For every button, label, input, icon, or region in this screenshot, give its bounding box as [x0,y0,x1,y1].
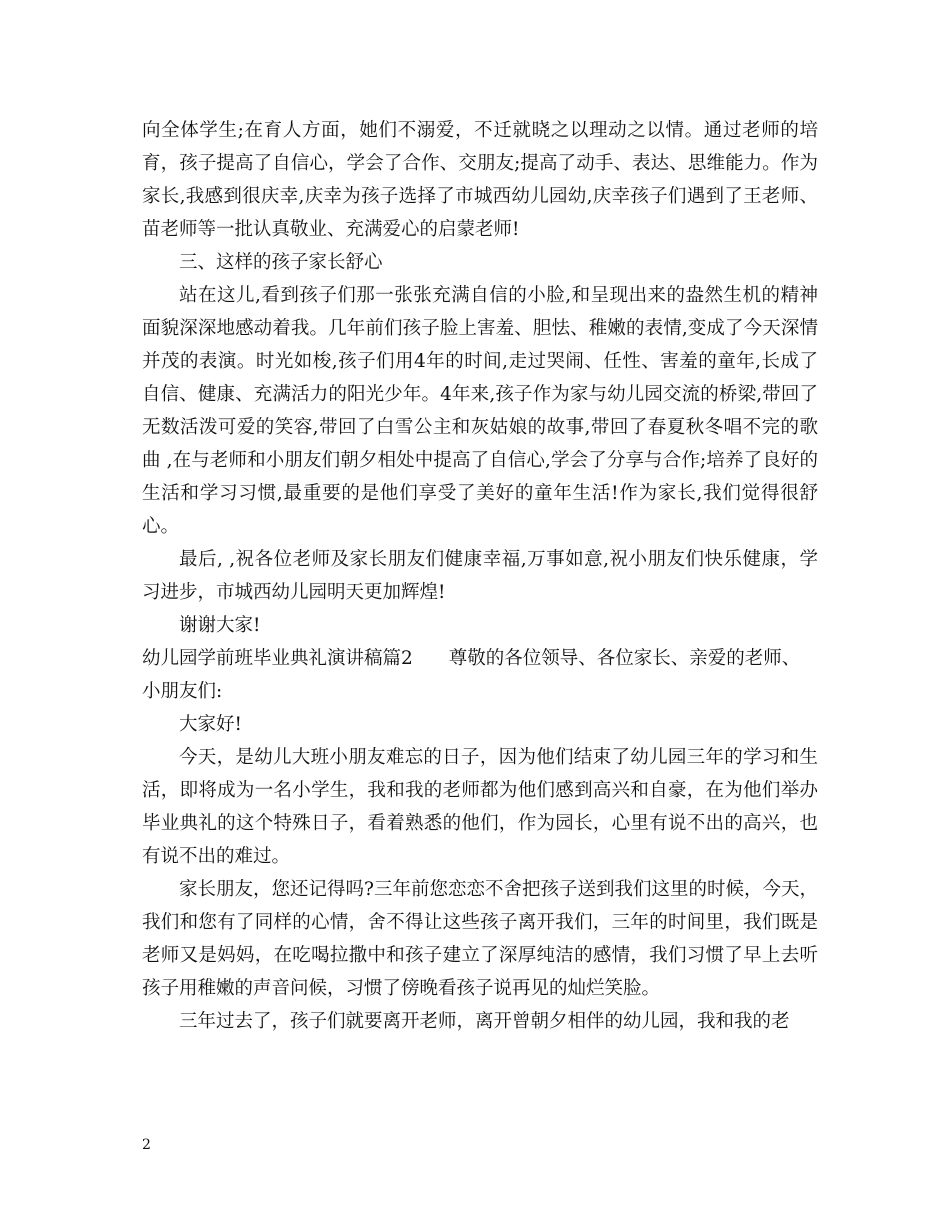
paragraph-three-years: 三年过去了，孩子们就要离开老师，离开曾朝夕相伴的幼儿园，我和我的老 [179,1011,790,1032]
page-number: 2 [142,1137,151,1153]
paragraph-hello: 大家好! [179,714,242,735]
greeting-start: 尊敬的各位领导、各位家长、亲爱的老师、 [448,648,801,669]
paragraph-thanks: 谢谢大家! [179,615,261,636]
paragraph-3: 站在这儿,看到孩子们那一张张充满自信的小脸,和呈现出来的盎然生机的精神面貌深深地感动着我。几年前们孩子脸上害羞、胆怯、稚嫩的表情,变成了今天深情并茂的表演。时光如梭,孩子们用4年的时间,走过哭闹、任性、害羞的童年,长成了自信、健康、充满活力的阳光少年。4年来,孩子作为家与幼儿园交流的桥梁,带回了无数活泼可爱的笑容,带回了白雪公主和灰姑娘的故事,带回了春夏秋冬唱不完的歌曲 ,在与老师和小朋友们朝夕相处中提高了自信心,学会了分享与合作;培养了良好的生活和学习习惯,最重要的是他们享受了美好的童年生活!作为家长,我们觉得很舒心。 [142,285,818,537]
document-body [142,114,818,1038]
speech-title-line [142,642,818,675]
greeting-end: 小朋友们: [142,681,223,702]
paragraph-closing: 最后, ,祝各位老师及家长朋友们健康幸福,万事如意,祝小朋友们快乐健康，学习进步，市城西幼儿园明天更加辉煌! [142,549,818,603]
paragraph-parents: 家长朋友，您还记得吗?三年前您恋恋不舍把孩子送到我们这里的时候，今天，我们和您有了同样的心情，舍不得让这些孩子离开我们，三年的时间里，我们既是老师又是妈妈，在吃喝拉撒中和孩子建立了深厚纯洁的感情，我们习惯了早上去听孩子用稚嫩的声音问候，习惯了傍晚看孩子说再见的灿烂笑脸。 [142,879,818,999]
paragraph-1: 向全体学生;在育人方面，她们不溺爱，不迁就晓之以理动之以情。通过老师的培育，孩子提高了自信心，学会了合作、交朋友;提高了动手、表达、思维能力。作为家长,我感到很庆幸,庆幸为孩子选择了市城西幼儿园幼,庆幸孩子们遇到了王老师、苗老师等一批认真敬业、充满爱心的启蒙老师! [142,120,818,240]
speech-title: 幼儿园学前班毕业典礼演讲稿篇2 [142,648,413,669]
section-heading-3: 三、这样的孩子家长舒心 [179,252,383,273]
paragraph-today: 今天，是幼儿大班小朋友难忘的日子，因为他们结束了幼儿园三年的学习和生活，即将成为一名小学生，我和我的老师都为他们感到高兴和自豪，在为他们举办毕业典礼的这个特殊日子，看着熟悉的他们，作为园长，心里有说不出的高兴，也有说不出的难过。 [142,747,818,867]
